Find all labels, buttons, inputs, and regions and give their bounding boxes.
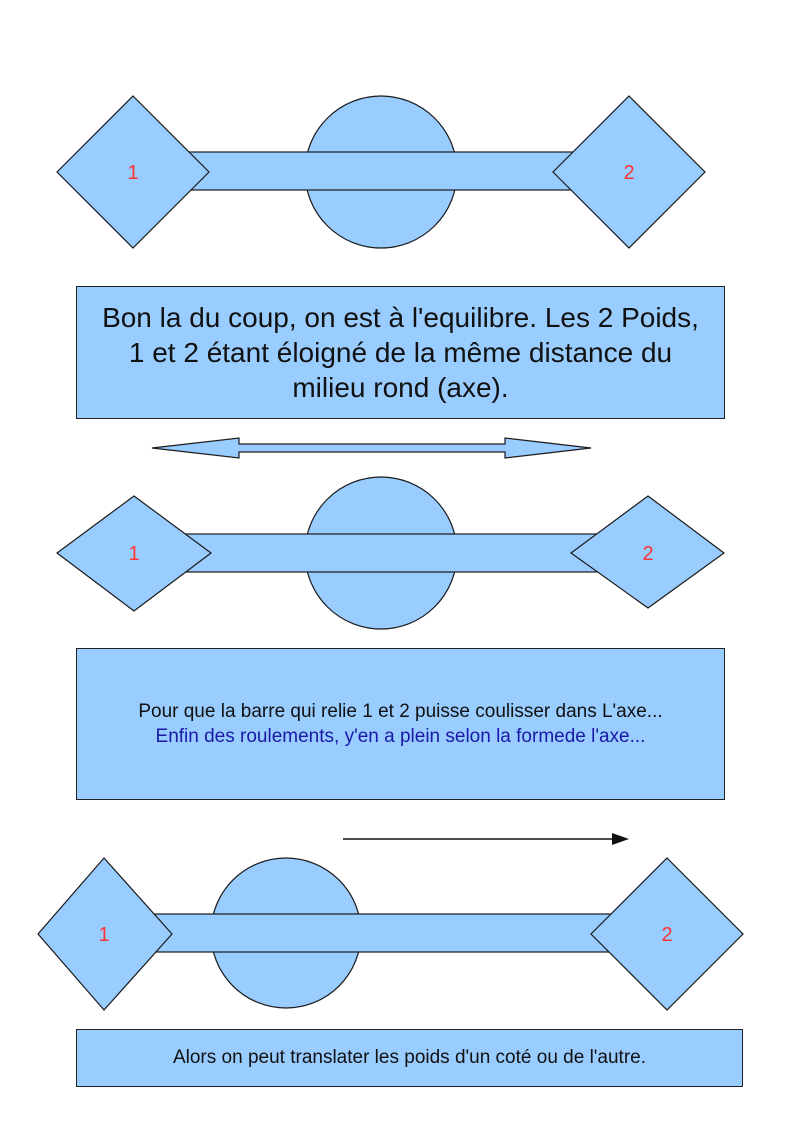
caption-translate bbox=[76, 1029, 743, 1087]
weight-1-label: 1 bbox=[128, 543, 140, 565]
sliding-bar bbox=[175, 152, 589, 190]
weight-2-label: 2 bbox=[661, 924, 673, 946]
weight-2-label: 2 bbox=[642, 543, 654, 565]
caption-sliding bbox=[76, 648, 725, 800]
assembly-sliding bbox=[57, 477, 724, 629]
weight-1-label: 1 bbox=[127, 162, 139, 184]
caption-bearings-note: Enfin des roulements, y'en a plein selon la formede l'axe... bbox=[155, 726, 646, 747]
right-arrow-icon bbox=[343, 833, 629, 845]
caption-translate-text: Alors on peut translater les poids d'un coté ou de l'autre. bbox=[172, 1047, 647, 1068]
sliding-bar bbox=[140, 914, 622, 952]
caption-sliding-text: Pour que la barre qui relie 1 et 2 puisse coulisser dans L'axe... bbox=[138, 701, 663, 722]
assembly-balanced bbox=[57, 96, 705, 248]
caption-equilibrium bbox=[76, 286, 725, 419]
weight-1-label: 1 bbox=[98, 924, 110, 946]
caption-equilibrium-text: Bon la du coup, on est à l'equilibre. Les 2 Poids, 1 et 2 étant éloigné de la même distance du milieu rond (axe). bbox=[102, 302, 699, 403]
assembly-translated bbox=[38, 858, 743, 1010]
weight-2-label: 2 bbox=[623, 162, 635, 184]
double-arrow-icon bbox=[152, 438, 591, 458]
sliding-bar bbox=[180, 534, 612, 572]
